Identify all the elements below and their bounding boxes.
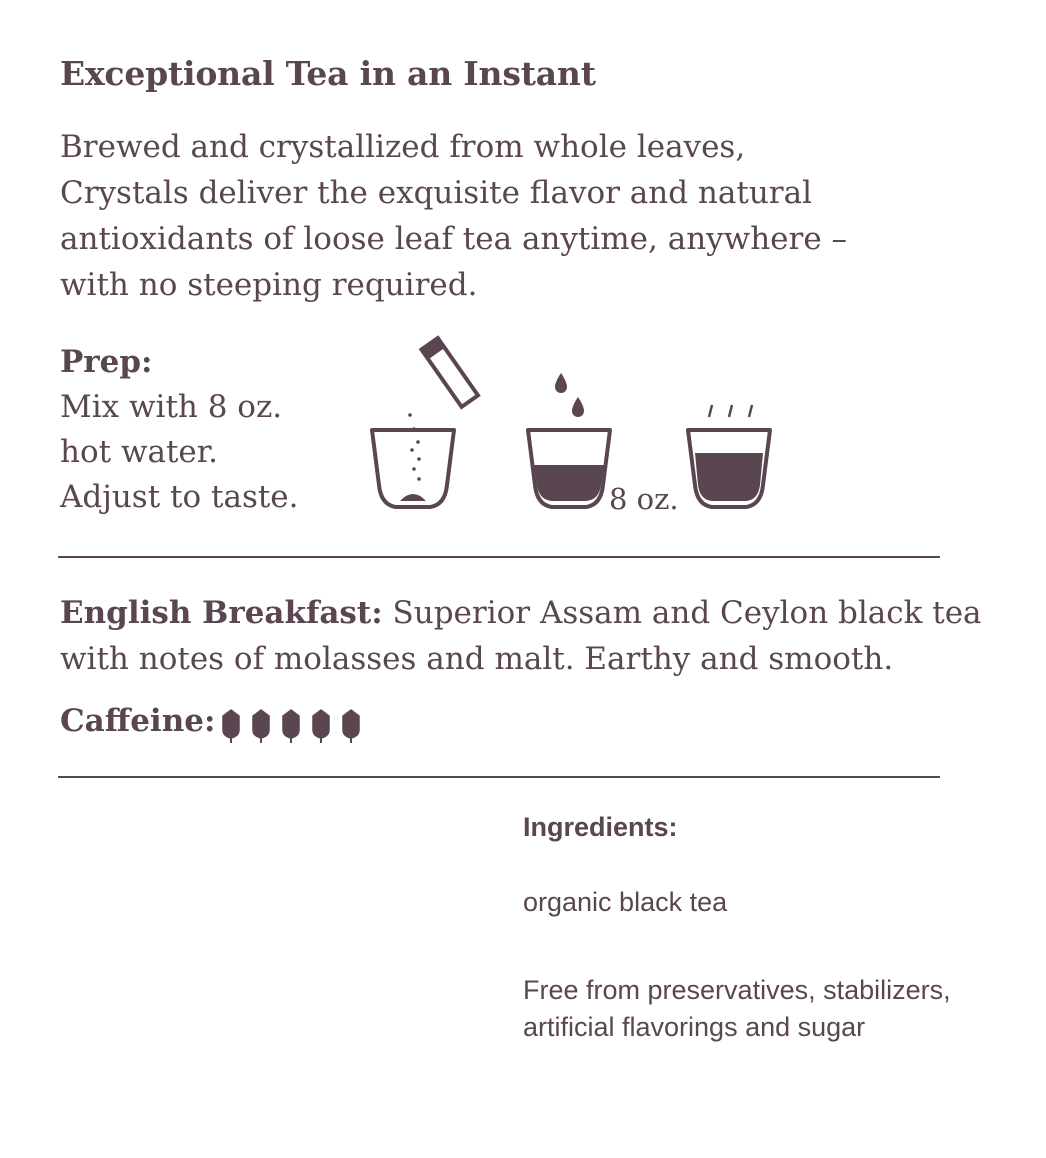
ingredients-section <box>523 812 951 1046</box>
intro-line: Crystals deliver the exquisite flavor and natural <box>60 175 813 211</box>
stick-pack-pour-icon <box>372 338 478 507</box>
cup-with-water-drops-icon <box>528 373 610 507</box>
tea-description <box>60 590 982 682</box>
tea-leaf-icon <box>343 710 359 738</box>
caffeine-label: Caffeine: <box>60 703 216 739</box>
steaming-cup-icon <box>688 405 770 507</box>
free-from-line: Free from preservatives, stabilizers, <box>523 975 951 1005</box>
prep-illustration <box>360 335 800 525</box>
prep-instructions <box>60 340 299 520</box>
tea-leaf-icon <box>313 710 329 738</box>
intro-line: with no steeping required. <box>60 267 478 303</box>
intro-line: Brewed and crystallized from whole leaves, <box>60 129 746 165</box>
divider <box>58 556 940 558</box>
caffeine-level <box>220 708 370 744</box>
intro-line: antioxidants of loose leaf tea anytime, anywhere – <box>60 221 848 257</box>
water-amount-label: 8 oz. <box>609 482 679 516</box>
prep-line: Mix with 8 oz. <box>60 389 283 425</box>
tea-description-text: Superior Assam and Ceylon black tea <box>382 595 982 631</box>
free-from-line: artificial flavorings and sugar <box>523 1012 866 1042</box>
tea-description-text: with notes of molasses and malt. Earthy and smooth. <box>60 641 894 677</box>
prep-heading: Prep: <box>60 344 153 380</box>
free-from-statement <box>523 972 951 1046</box>
prep-line: hot water. <box>60 434 219 470</box>
ingredients-title: Ingredients: <box>523 812 678 842</box>
divider <box>58 776 940 778</box>
tea-leaf-icon <box>283 710 299 738</box>
tea-leaf-icon <box>253 710 269 738</box>
page-title: Exceptional Tea in an Instant <box>60 54 596 93</box>
intro-paragraph <box>60 124 860 308</box>
tea-leaf-icon <box>223 710 239 738</box>
ingredients-list: organic black tea <box>523 887 728 917</box>
tea-name: English Breakfast: <box>60 595 383 631</box>
prep-line: Adjust to taste. <box>60 479 299 515</box>
